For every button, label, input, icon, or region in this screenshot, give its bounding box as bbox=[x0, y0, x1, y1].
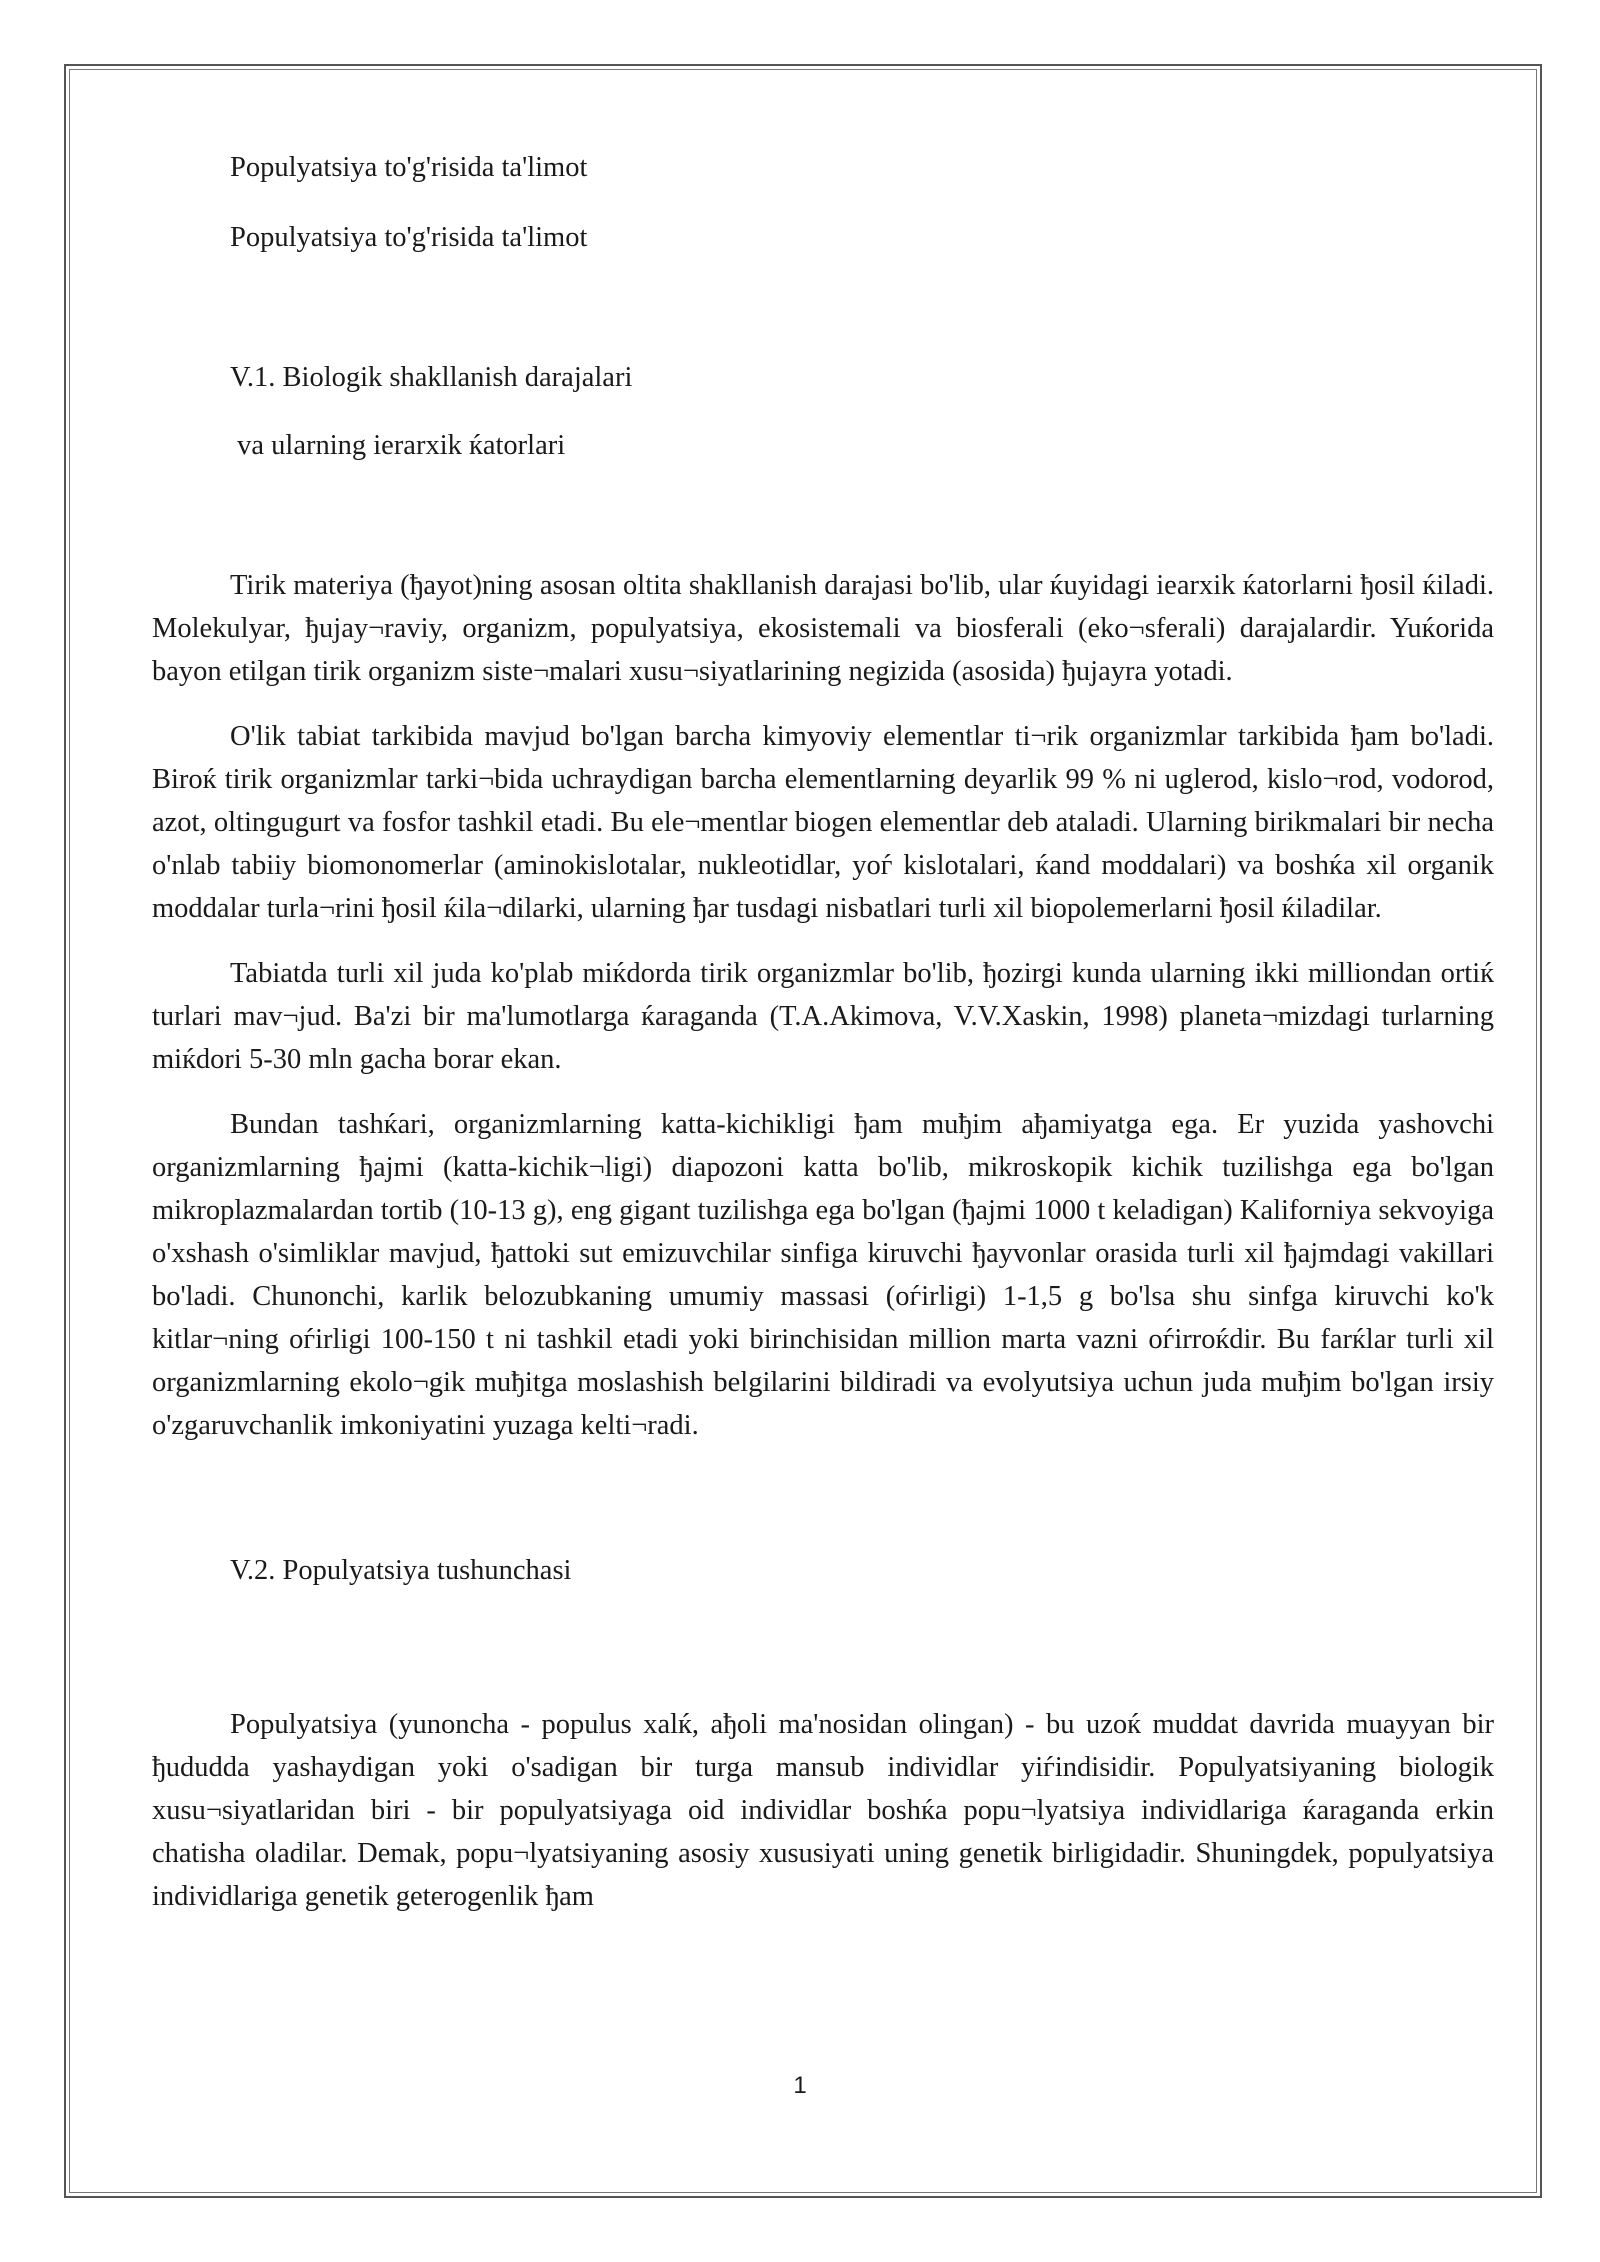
paragraph: O'lik tabiat tarkibida mavjud bo'lgan barcha kimyoviy elementlar ti¬rik organizmlar tarkibida ђam bo'ladi. Biroќ tirik organizmlar tarki¬bida uchraydigan barcha elementlarning deyarlik 99 % ni uglerod, kislo¬rod, vodorod, azot, oltingugurt va fosfor tashkil etadi. Bu ele¬mentlar biogen elementlar deb ataladi. Ularning birikmalari bir necha o'nlab tabiiy biomonomerlar (aminokislotalar, nukleotidlar, yoѓ kislotalari, ќand moddalari) va boshќa xil organik moddalar turla¬rini ђosil ќila¬dilarki, ularning ђar tusdagi nisbatlari turli xil biopolemerlarni ђosil ќiladilar. bbox=[152, 721, 1494, 924]
document-title-repeat: Populyatsiya to'g'risida ta'limot bbox=[230, 222, 588, 253]
page-content bbox=[152, 148, 1494, 1918]
section2-heading: V.2. Populyatsiya tushunchasi bbox=[230, 1555, 572, 1586]
paragraph: Bundan tashќari, organizmlarning katta-kichikligi ђam muђim aђamiyatga ega. Er yuzida yashovchi organizmlarning ђajmi (katta-kichik¬ligi) diapozoni katta bo'lib, mikroskopik kichik tuzilishga ega bo'lgan mikroplazmalardan tortib (10-13 g), eng gigant tuzilishga ega bo'lgan (ђajmi 1000 t keladigan) Kaliforniya sekvoyiga o'xshash o'simliklar mavjud, ђattoki sut emizuvchilar sinfiga kiruvchi ђayvonlar orasida turli xil ђajmdagi vakillari bo'ladi. Chunonchi, karlik belozubkaning umumiy massasi (oѓirligi) 1-1,5 g bo'lsa shu sinfga kiruvchi ko'k kitlar¬ning oѓirligi 100-150 t ni tashkil etadi yoki birinchisidan million marta vazni oѓirroќdir. Bu farќlar turli xil organizmlarning ekolo¬gik muђitga moslashish belgilarini bildiradi va evolyutsiya uchun juda muђim bo'lgan irsiy o'zgaruvchanlik imkoniyatini yuzaga kelti¬radi. bbox=[152, 1109, 1494, 1441]
paragraph: Populyatsiya (yunoncha - populus xalќ, aђoli ma'nosidan olingan) - bu uzoќ muddat davrida muayyan bir ђududda yashaydigan yoki o'sadigan bir turga mansub individlar yiѓindisidir. Populyatsiyaning biologik xusu¬siyatlaridan biri - bir populyatsiyaga oid individlar boshќa popu¬lyatsiya individlariga ќaraganda erkin chatisha oladilar. Demak, popu¬lyatsiyaning asosiy xususiyati uning genetik birligidadir. Shuningdek, populyatsiya individlariga genetik geterogenlik ђam bbox=[152, 1709, 1494, 1912]
paragraph: Tabiatda turli xil juda ko'plab miќdorda tirik organizmlar bo'lib, ђozirgi kunda ularning ikki milliondan ortiќ turlari mav¬jud. Ba'zi bir ma'lumotlarga ќaraganda (T.A.Akimova, V.V.Xaskin, 1998) planeta¬mizdagi turlarning miќdori 5-30 mln gacha borar ekan. bbox=[152, 958, 1494, 1075]
page-number: 1 bbox=[793, 2072, 807, 2099]
paragraph: Tirik materiya (ђayot)ning asosan oltita shakllanish darajasi bo'lib, ular ќuyidagi iearxik ќatorlarni ђosil ќiladi. Molekulyar, ђujay¬raviy, organizm, populyatsiya, ekosistemali va biosferali (eko¬sferali) darajalardir. Yuќorida bayon etilgan tirik organizm siste¬malari xusu¬siyatlarining negizida (asosida) ђujayra yotadi. bbox=[152, 570, 1494, 687]
section1-body bbox=[152, 564, 1494, 1447]
document-title: Populyatsiya to'g'risida ta'limot bbox=[230, 152, 588, 183]
section1-heading: V.1. Biologik shakllanish darajalari bbox=[230, 362, 633, 393]
section1-subheading: va ularning ierarxik ќatorlari bbox=[230, 430, 566, 461]
section2-body bbox=[152, 1703, 1494, 1918]
